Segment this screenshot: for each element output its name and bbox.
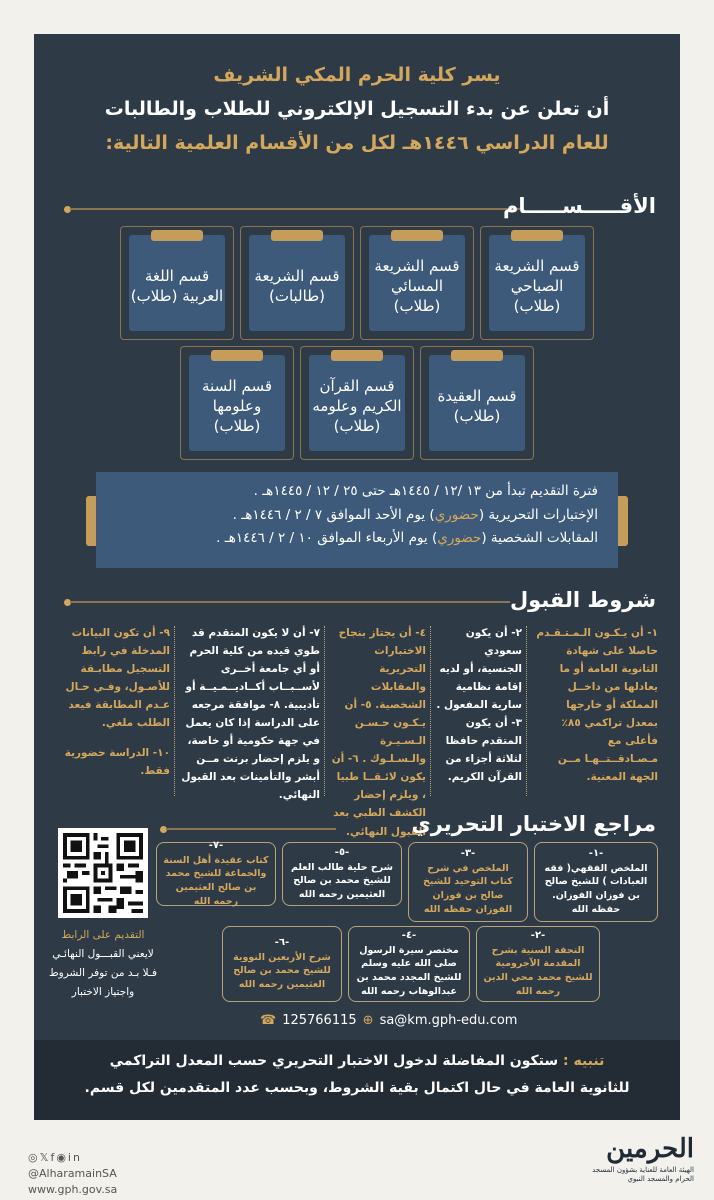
department-card bbox=[480, 226, 594, 340]
card-tab bbox=[391, 230, 443, 241]
contact-email[interactable]: sa@km.gph-edu.com bbox=[379, 1013, 518, 1028]
department-card bbox=[120, 226, 234, 340]
dates-line-3: المقابلات الشخصية (حضوري) يوم الأربعاء الموافق ١٠ / ٢ / ١٤٤٦هـ . bbox=[216, 530, 598, 547]
notice-line-2: للثانوية العامة في حال اكتمال بقية الشروط، وبحسب عدد المتقدمين لكل قسم. bbox=[84, 1079, 630, 1096]
qr-note-body: لايعني القبـــول النهائـي فـلا بـد من توفر الشروط واجتياز الاختبار bbox=[48, 947, 158, 998]
registration-qr-code[interactable] bbox=[58, 828, 148, 918]
social-icons[interactable]: ◎𝕏f◉in bbox=[28, 1151, 82, 1164]
department-card bbox=[420, 346, 534, 460]
reference-card: -٢- التحفة السنية بشرح المقدمة الآجرومية للشيخ محمد محي الدين رحمه الله bbox=[476, 926, 600, 1002]
department-label: قسم الشريعة المسائي (طلاب) bbox=[374, 256, 460, 316]
card-tab bbox=[271, 230, 323, 241]
dates-line-2: الإختبارات التحريرية (حضوري) يوم الأحد الموافق ٧ / ٢ / ١٤٤٦هـ . bbox=[232, 506, 598, 523]
department-card bbox=[240, 226, 354, 340]
condition-col-4: ٧- أن لا يكون المتقدم قد طوي قيده من كلية الحرم أو أي جامعة أخــرى لأســبــاب أكــاديــمـيــة أو تأديبية. ٨- موافقة مرجعه على الدراسة إذا كان يعمل في جهة حكومية أو خاصة، و يلزم إحضار برنت مــن أبشر والتأمينات بعد القبول النهائي. bbox=[181, 627, 320, 802]
department-label: قسم الشريعة الصباحي (طلاب) bbox=[494, 256, 580, 316]
phone-icon: ☎ bbox=[260, 1013, 277, 1028]
conditions-title: شروط القبول bbox=[509, 588, 656, 612]
footer-logo bbox=[574, 1136, 694, 1184]
card-tab bbox=[331, 350, 383, 361]
qr-note-title: التقديم على الرابط bbox=[61, 929, 145, 941]
condition-col-5: ٩- أن تكون البيانات المدخلة في رابط التسجيل مطابـقة للأصـول، وفـي حـال عـدم المطابقة فيعد الطلب ملغي. ١٠- الدراسة حضورية فقط. bbox=[64, 627, 170, 778]
department-card bbox=[300, 346, 414, 460]
column-divider bbox=[324, 626, 325, 796]
contact-row bbox=[260, 1013, 517, 1028]
department-card bbox=[360, 226, 474, 340]
column-divider bbox=[174, 626, 175, 796]
reference-card: -٤- مختصر سيرة الرسول صلى الله عليه وسلم للشيخ المجدد محمد بن عبدالوهاب رحمه الله bbox=[348, 926, 470, 1002]
notice-bar bbox=[34, 1040, 680, 1120]
department-label: قسم العقيدة (طلاب) bbox=[437, 386, 517, 425]
poster bbox=[34, 34, 680, 1120]
reference-card: -١- الملخص الفقهي( فقه العبادات ) للشيخ صالح بن فوزان الفوزان. حفظه الله bbox=[534, 842, 658, 922]
condition-col-3: ٤- أن يجتاز بنجاح الاختبارات التحريرية والمقابلات الشخصية. ٥- أن يـكـون حـسـن الـسـيـرة والـسـلـوك . ٦- أن يكون لائـقــا طبيا ، ويلزم إحضار الكشف الطبي بعد القبول النهائي. bbox=[331, 627, 426, 838]
card-tab bbox=[451, 350, 503, 361]
column-divider bbox=[430, 626, 431, 796]
reference-card: -٦- شرح الأربعين النووية للشيخ محمد بن صالح العثيمين رحمه الله bbox=[222, 926, 342, 1002]
department-card bbox=[180, 346, 294, 460]
card-tab bbox=[211, 350, 263, 361]
qr-note bbox=[48, 926, 158, 1002]
condition-col-1: ١- أن يـكـون الـمـتـقـدم حاصلا على شهادة الثانوية العامة أو ما يعادلها من داخــل المملكة أو خارجها بمعدل تراكمي ٨٥٪ فأعلى مع مـصـادقــتــهـا مــن الجهة المعنية. bbox=[536, 627, 658, 784]
header-line-1: يسر كلية الحرم المكي الشريف bbox=[213, 64, 501, 86]
references-title: مراجع الاختبار التحريري bbox=[411, 812, 656, 836]
divider-line bbox=[166, 828, 336, 830]
divider-line bbox=[70, 601, 510, 603]
notice-line-1: تنبيه : ستكون المفاضلة لدخول الاختبار التحريري حسب المعدل التراكمي bbox=[109, 1053, 605, 1069]
footer-social bbox=[28, 1150, 117, 1198]
website-link[interactable]: www.gph.gov.sa bbox=[28, 1182, 118, 1196]
department-label: قسم السنة وعلومها (طلاب) bbox=[202, 376, 272, 436]
logo-subtitle: الهيئة العامة للعناية بشؤون المسجد الحرام والمسجد النبوي bbox=[592, 1166, 694, 1184]
department-label: قسم اللغة العربية (طلاب) bbox=[130, 266, 224, 305]
reference-card: -٧- كتاب عقيدة أهل السنة والجماعة للشيخ محمد بن صالح العثيمين رحمه الله bbox=[156, 842, 276, 906]
condition-col-2: ٢- أن يكون سعودي الجنسية، أو لديه إقامة نظامية سارية المفعول . ٣- أن يكون المتقدم حافظا لثلاثة أجزاء من القرآن الكريم. bbox=[436, 627, 522, 784]
column-divider bbox=[526, 626, 527, 796]
divider-line bbox=[70, 208, 520, 210]
card-tab bbox=[511, 230, 563, 241]
dates-line-1: فترة التقديم تبدأ من ١٣ /١٢ / ١٤٤٥هـ حتى ٢٥ / ١٢ / ١٤٤٥هـ . bbox=[253, 483, 598, 499]
header-line-3: للعام الدراسي ١٤٤٦هـ لكل من الأقسام العلمية التالية: bbox=[105, 132, 609, 154]
department-label: قسم الشريعة (طالبات) bbox=[254, 266, 340, 305]
logo-text: الحرمين bbox=[606, 1134, 694, 1164]
card-tab bbox=[151, 230, 203, 241]
social-handle[interactable]: @AlharamainSA bbox=[28, 1166, 117, 1180]
contact-phone[interactable]: 125766115 bbox=[282, 1013, 357, 1028]
header-line-2: أن تعلن عن بدء التسجيل الإلكتروني للطلاب والطالبات bbox=[104, 98, 610, 120]
reference-card: -٥- شرح حلية طالب العلم للشيخ محمد بن صالح العثيمين رحمه الله bbox=[282, 842, 402, 906]
department-label: قسم القرآن الكريم وعلومه (طلاب) bbox=[312, 376, 402, 436]
departments-title: الأقـــــســـــام bbox=[502, 194, 656, 218]
dates-box bbox=[96, 472, 618, 568]
reference-card: -٣- الملخص في شرح كتاب التوحيد للشيخ صالح بن فوزان الفوزان حفظه الله bbox=[408, 842, 528, 922]
globe-icon: ⊕ bbox=[362, 1013, 374, 1028]
